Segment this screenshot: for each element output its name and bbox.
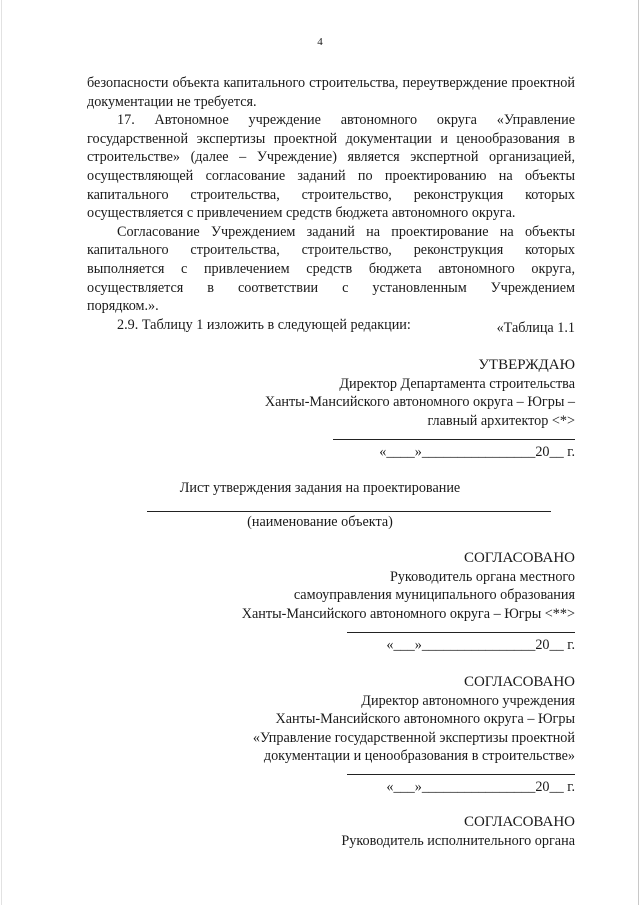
agree-1-heading: СОГЛАСОВАНО bbox=[463, 550, 575, 566]
paragraph-17: 17. Автономное учреждение автономного округа «Управление государственной экспертизы проектной документации и ценообразования в строительстве» (далее – Учреждение) является экспертной организацией, осуществляющей согласование заданий по проектированию на объекты капитального строительства, строительство, реконструкция которых осуществляется с привлечением средств бюджета автономного округа. bbox=[87, 112, 575, 222]
approve-line-3: главный архитектор <*> bbox=[427, 413, 575, 429]
agree-2-date-line: «___»________________20__ г. bbox=[386, 779, 575, 795]
agree-2-heading: СОГЛАСОВАНО bbox=[463, 674, 575, 690]
approve-line-1: Директор Департамента строительства bbox=[339, 376, 575, 392]
agree-2-line-2: Ханты-Мансийского автономного округа – Югры bbox=[275, 711, 575, 727]
page-number: 4 bbox=[317, 36, 323, 48]
paragraph-2-9: 2.9. Таблицу 1 изложить в следующей редакции: bbox=[117, 316, 411, 333]
approve-heading: УТВЕРЖДАЮ bbox=[478, 357, 575, 373]
approve-signature-line bbox=[333, 439, 575, 440]
scan-edge-right bbox=[638, 0, 639, 905]
agree-1-line-3: Ханты-Мансийского автономного округа – Югры <**> bbox=[241, 606, 575, 622]
paragraph-continuation: безопасности объекта капитального строительства, переутверждение проектной документации не требуется. bbox=[87, 75, 575, 110]
table-caption: «Таблица 1.1 bbox=[496, 320, 575, 336]
paragraph-approval: Согласование Учреждением заданий на проектирование на объекты капитального строительства, строительство, реконструкция которых выполняется с привлечением средств бюджета автономного округа, осуществляется в соответствии с установленным Учреждением bbox=[87, 223, 575, 296]
paragraph-approval-end: порядком.». bbox=[87, 298, 159, 315]
agree-3-heading: СОГЛАСОВАНО bbox=[463, 814, 575, 830]
agree-2-line-4: документации и ценообразования в строительстве» bbox=[263, 748, 575, 764]
sheet-title: Лист утверждения задания на проектирование bbox=[179, 480, 461, 496]
approve-line-2: Ханты-Мансийского автономного округа – Югры – bbox=[264, 394, 575, 410]
agree-1-signature-line bbox=[347, 632, 575, 633]
body-text bbox=[87, 74, 575, 334]
approve-date-line: «____»________________20__ г. bbox=[379, 444, 575, 460]
agree-2-line-1: Директор автономного учреждения bbox=[361, 693, 575, 709]
agree-1-line-2: самоуправления муниципального образования bbox=[293, 587, 575, 603]
object-caption: (наименование объекта) bbox=[247, 514, 393, 530]
agree-1-date-line: «___»________________20__ г. bbox=[386, 637, 575, 653]
agree-1-line-1: Руководитель органа местного bbox=[389, 569, 575, 585]
agree-2-line-3: «Управление государственной экспертизы проектной bbox=[252, 730, 575, 746]
agree-2-signature-line bbox=[347, 774, 575, 775]
scan-edge-left bbox=[1, 0, 2, 905]
agree-3-line-1: Руководитель исполнительного органа bbox=[341, 833, 575, 849]
object-name-line bbox=[147, 511, 551, 512]
